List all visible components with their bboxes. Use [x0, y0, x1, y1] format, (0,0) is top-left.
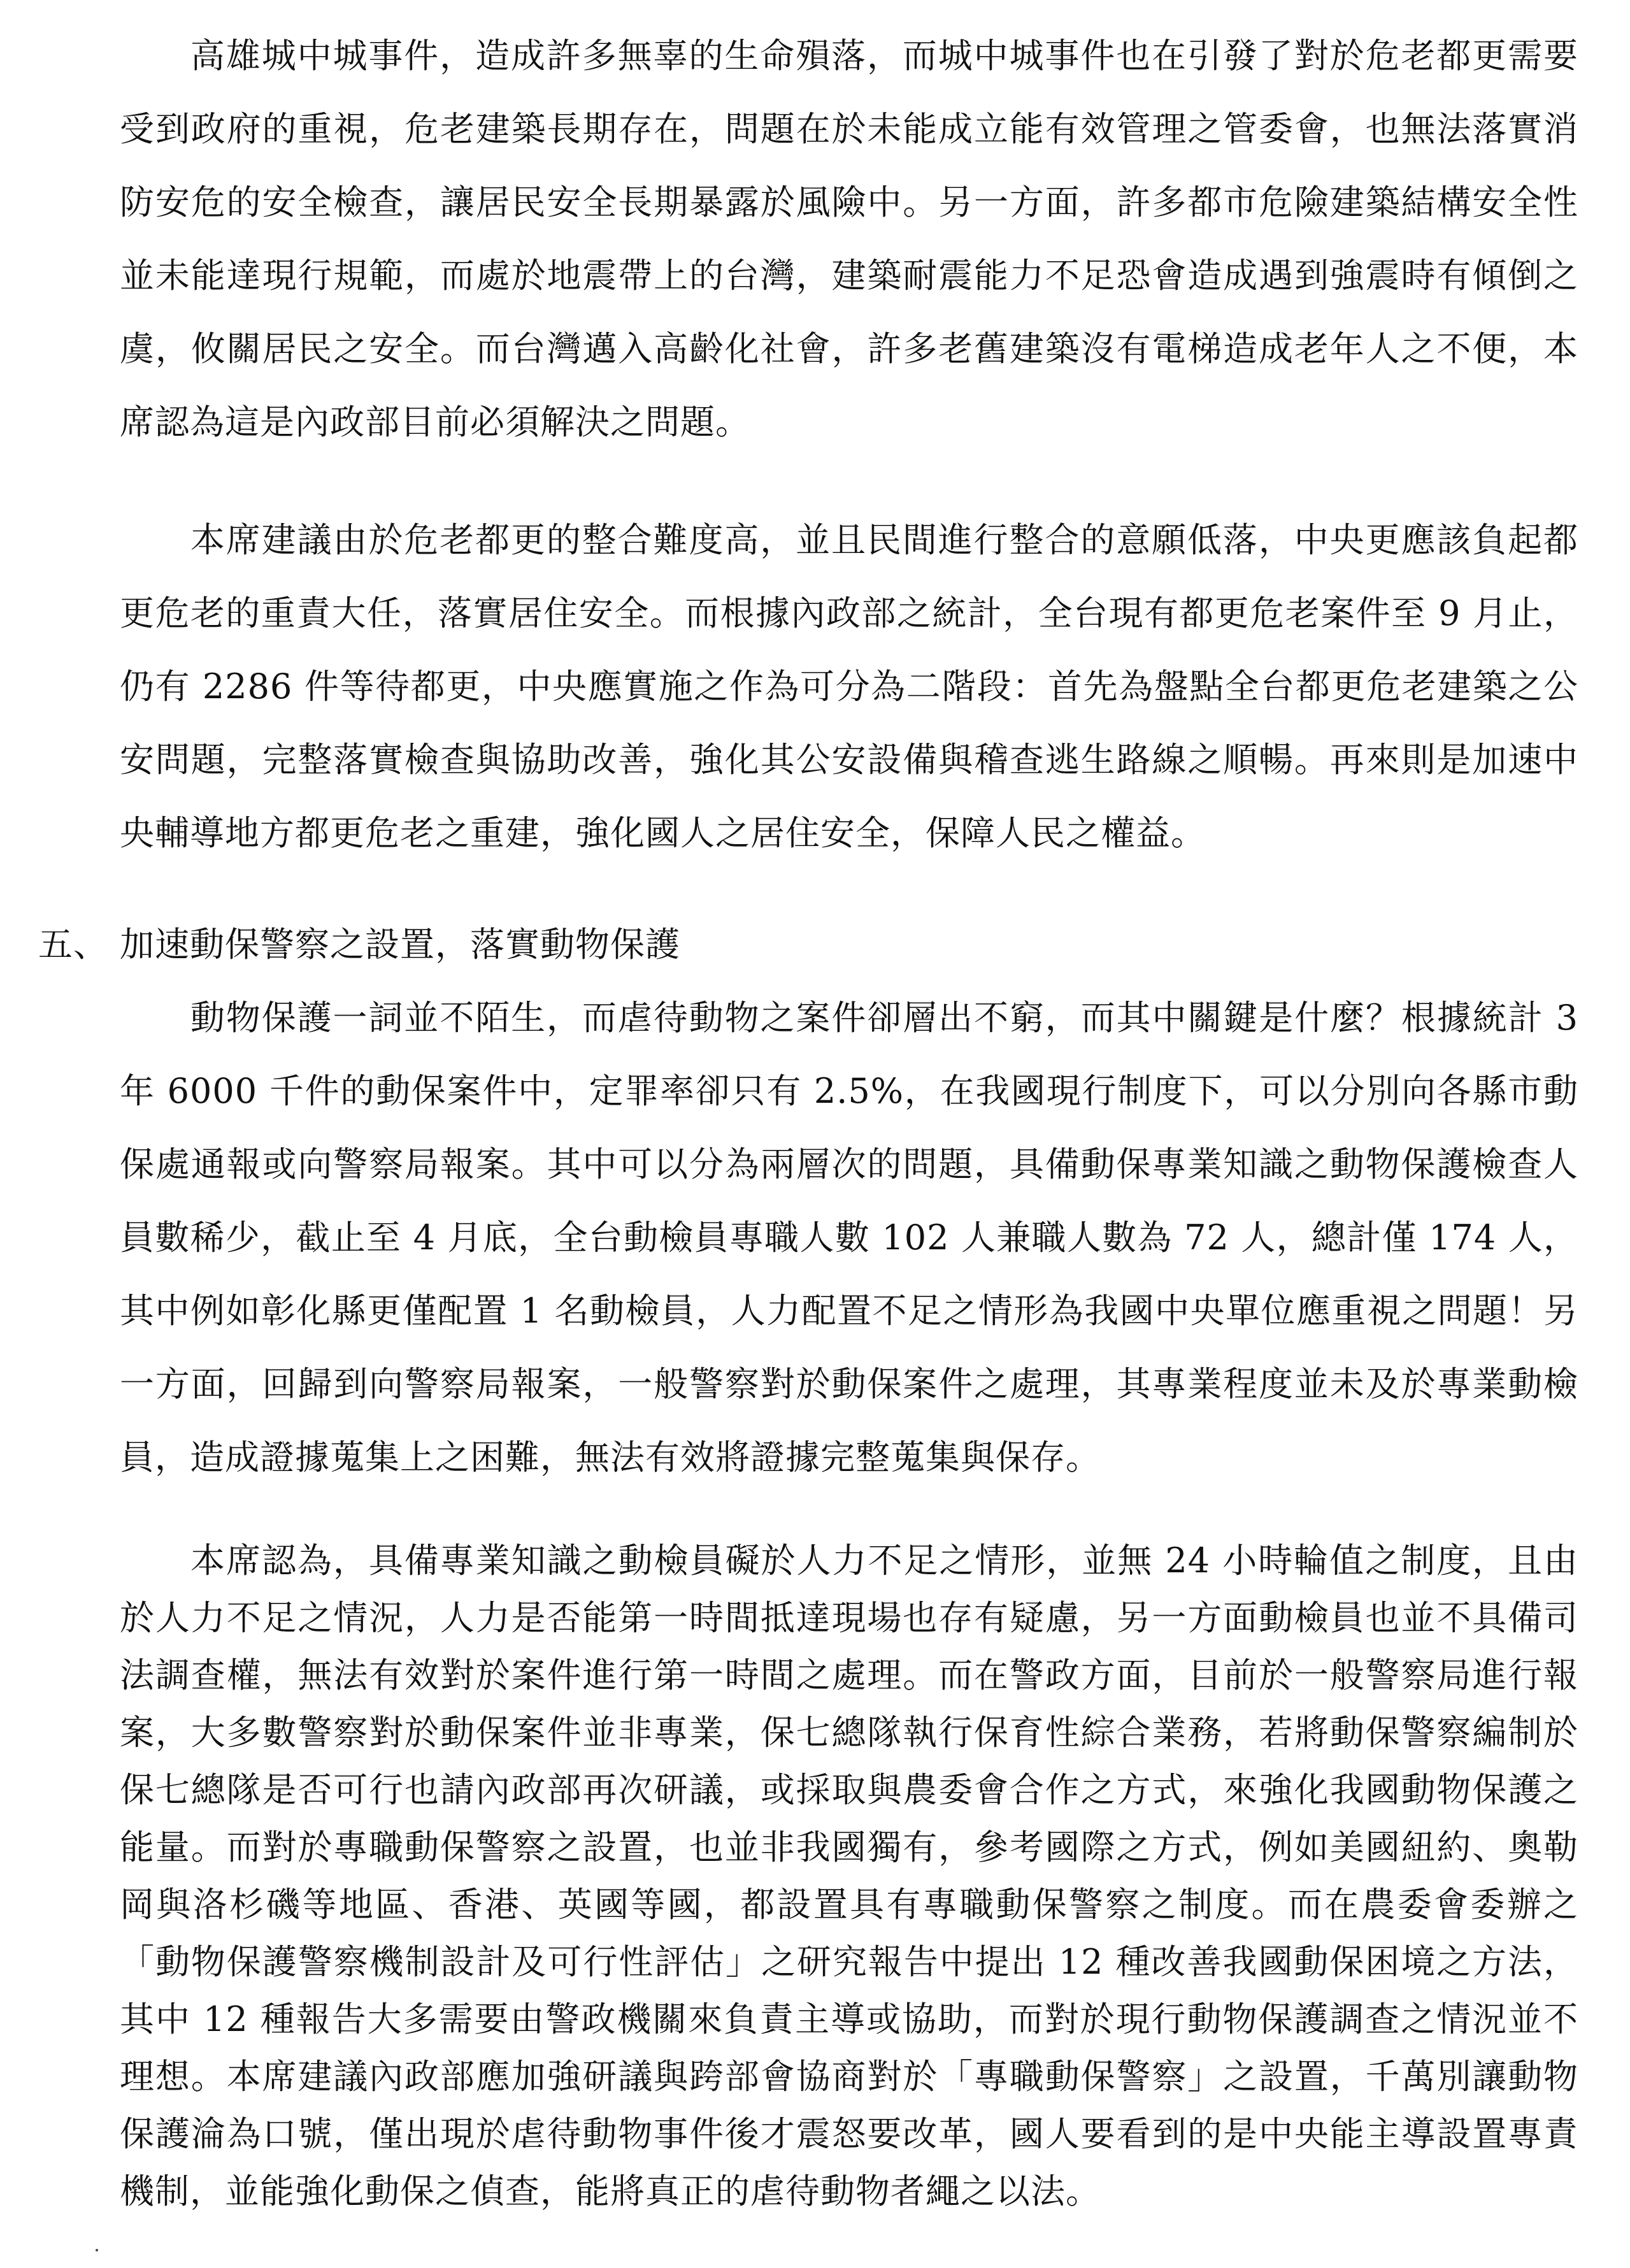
scan-speck [96, 2249, 98, 2251]
paragraph-text: 本席建議由於危老都更的整合難度高，並且民間進行整合的意願低落，中央更應該負起都更危老的重責大任，落實居住安全。而根據內政部之統計，全台現有都更危老案件至 9 月止，仍有 2286 件等待都更，中央應實施之作為可分為二階段：首先為盤點全台都更危老建築之公安問題，完整落實檢查與協助改善，強化其公安設備與稽查逃生路線之順暢。再來則是加速中央輔導地方都更危老之重建，強化國人之居住安全，保障人民之權益。 [120, 520, 1578, 853]
paragraph-animal-protection-problem [120, 981, 1578, 1494]
section-title: 加速動保警察之設置，落實動物保護 [120, 924, 680, 965]
section-heading [38, 908, 680, 981]
paragraph-text: 本席認為，具備專業知識之動檢員礙於人力不足之情形，並無 24 小時輪值之制度，且由於人力不足之情況，人力是否能第一時間抵達現場也存有疑慮，另一方面動檢員也並不具備司法調查權，無法有效對於案件進行第一時間之處理。而在警政方面，目前於一般警察局進行報案，大多數警察對於動保案件並非專業，保七總隊執行保育性綜合業務，若將動保警察編制於保七總隊是否可行也請內政部再次研議，或採取與農委會合作之方式，來強化我國動物保護之能量。而對於專職動保警察之設置，也並非我國獨有，參考國際之方式，例如美國紐約、奧勒岡與洛杉磯等地區、香港、英國等國，都設置具有專職動保警察之制度。而在農委會委辦之「動物保護警察機制設計及可行性評估」之研究報告中提出 12 種改善我國動保困境之方法，其中 12 種報告大多需要由警政機關來負責主導或協助，而對於現行動物保護調查之情況並不理想。本席建議內政部應加強研議與跨部會協商對於「專職動保警察」之設置，千萬別讓動物保護淪為口號，僅出現於虐待動物事件後才震怒要改革，國人要看到的是中央能主導設置專責機制，並能強化動保之偵查，能將真正的虐待動物者繩之以法。 [120, 1540, 1578, 2211]
paragraph-renewal-recommendation [120, 503, 1578, 870]
paragraph-text: 動物保護一詞並不陌生，而虐待動物之案件卻層出不窮，而其中關鍵是什麼？根據統計 3 年 6000 千件的動保案件中，定罪率卻只有 2.5%，在我國現行制度下，可以分別向各縣市動保處通報或向警察局報案。其中可以分為兩層次的問題，具備動保專業知識之動物保護檢查人員數稀少，截止至 4 月底，全台動檢員專職人數 102 人兼職人數為 72 人，總計僅 174 人，其中例如彰化縣更僅配置 1 名動檢員，人力配置不足之情形為我國中央單位應重視之問題！另一方面，回歸到向警察局報案，一般警察對於動保案件之處理，其專業程度並未及於專業動檢員，造成證據蒐集上之困難，無法有效將證據完整蒐集與保存。 [120, 998, 1578, 1477]
paragraph-urban-renewal-safety [120, 19, 1578, 459]
section-number: 五、 [38, 924, 108, 965]
paragraph-text: 高雄城中城事件，造成許多無辜的生命殞落，而城中城事件也在引發了對於危老都更需要受到政府的重視，危老建築長期存在，問題在於未能成立能有效管理之管委會，也無法落實消防安危的安全檢查，讓居民安全長期暴露於風險中。另一方面，許多都市危險建築結構安全性並未能達現行規範，而處於地震帶上的台灣，建築耐震能力不足恐會造成遇到強震時有傾倒之虞，攸關居民之安全。而台灣邁入高齡化社會，許多老舊建築沒有電梯造成老年人之不便，本席認為這是內政部目前必須解決之問題。 [120, 36, 1578, 442]
paragraph-animal-police-recommendation [120, 1532, 1578, 2220]
